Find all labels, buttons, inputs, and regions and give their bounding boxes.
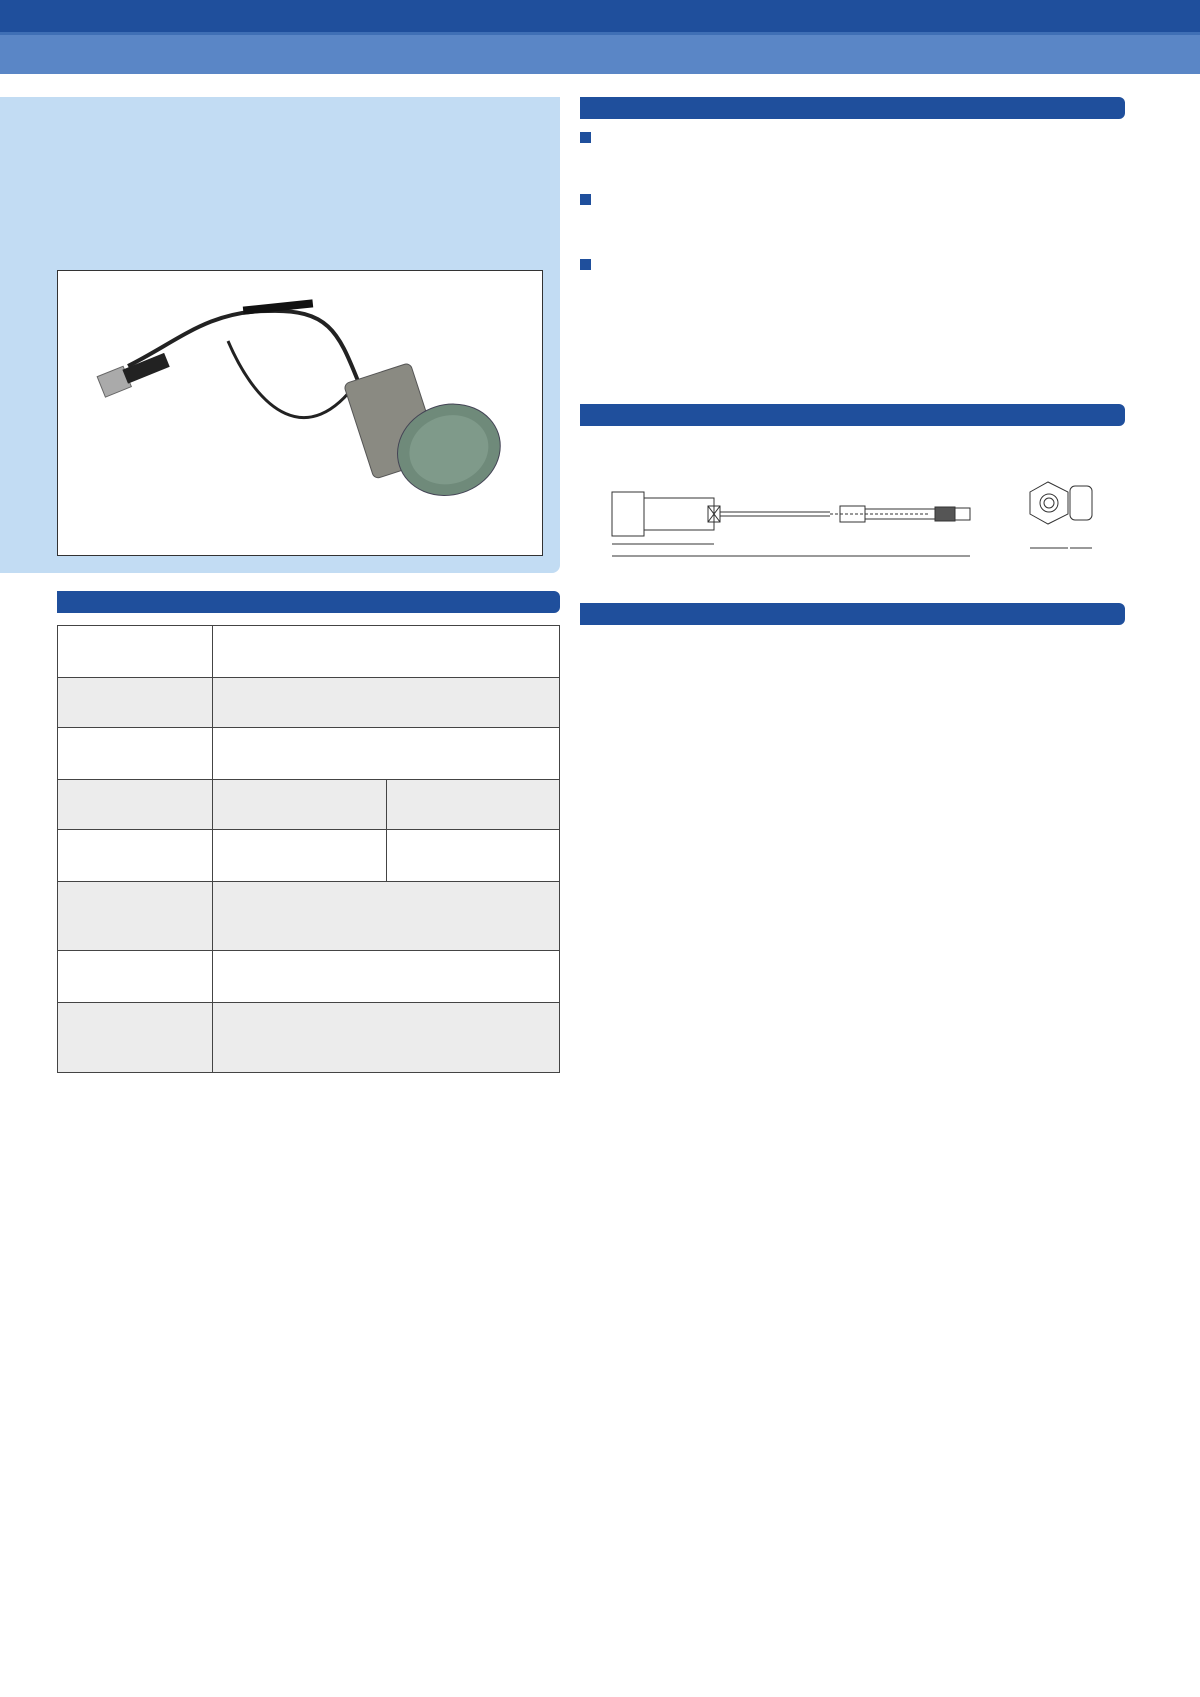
appearance-drawing <box>600 436 1120 576</box>
table-row <box>58 728 560 780</box>
table-row <box>58 882 560 951</box>
ordered-drawing <box>600 636 1120 936</box>
spec-table <box>57 625 560 1073</box>
row-value <box>213 626 560 678</box>
feature-3 <box>580 257 598 276</box>
square-bullet-icon <box>580 194 591 205</box>
row-value-1 <box>213 780 387 830</box>
feature-1 <box>580 130 598 149</box>
features-header <box>580 97 1125 119</box>
appearance-header <box>580 404 1125 426</box>
table-row <box>58 830 560 882</box>
row-value-2 <box>386 830 560 882</box>
header-bar <box>0 32 1200 74</box>
square-bullet-icon <box>580 132 591 143</box>
row-value-1 <box>213 830 387 882</box>
row-value <box>213 728 560 780</box>
table-row <box>58 1003 560 1073</box>
feature-2 <box>580 192 598 211</box>
row-value <box>213 951 560 1003</box>
top-bar <box>0 0 1200 32</box>
table-row <box>58 951 560 1003</box>
row-value <box>213 678 560 728</box>
table-row <box>58 626 560 678</box>
row-value-2 <box>386 780 560 830</box>
square-bullet-icon <box>580 259 591 270</box>
ordered-header <box>580 603 1125 625</box>
table-row <box>58 780 560 830</box>
table-row <box>58 678 560 728</box>
spec-header <box>57 591 560 613</box>
sensor-photo <box>57 270 543 556</box>
